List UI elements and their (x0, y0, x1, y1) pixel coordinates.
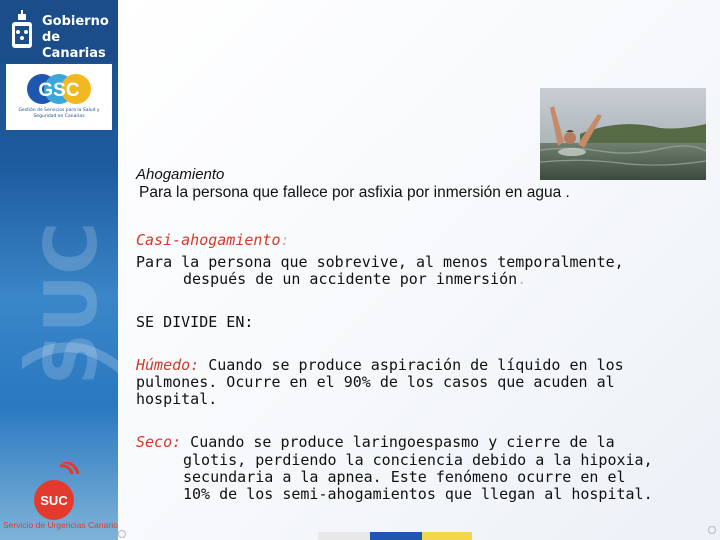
definition-casi-line1: Para la persona que sobrevive, al menos temporalmente, (136, 253, 624, 271)
strip-segment-blue (370, 532, 422, 540)
term-casi-ahogamiento-colon: : (280, 231, 290, 249)
definition-casi-line2 (183, 270, 526, 288)
humedo-line3: hospital. (136, 390, 218, 408)
seco-text1: Cuando se produce laringoespasmo y cierre de la (181, 433, 615, 451)
gsc-caption: Gestión de Servicios para la Salud y Seguridad en Canarias (18, 108, 100, 119)
seco-line3: secundaria a la apnea. Este fenómeno ocurre en el (183, 468, 626, 486)
nav-next-button[interactable] (708, 526, 716, 534)
seco-line1 (136, 433, 615, 451)
term-casi-ahogamiento-label: Casi-ahogamiento (136, 231, 281, 249)
gobierno-title: Gobierno (42, 14, 109, 29)
drowning-photo (540, 88, 706, 180)
sidebar-branding (0, 0, 118, 540)
term-casi-ahogamiento (136, 231, 290, 249)
term-ahogamiento: Ahogamiento (136, 166, 225, 183)
strip-segment-yellow (422, 532, 472, 540)
humedo-line2: pulmones. Ocurre en el 90% de los casos que acuden al (136, 373, 615, 391)
gsc-logo-box (6, 64, 112, 130)
color-strip (318, 532, 472, 540)
definition-casi-line2-dot: . (517, 270, 527, 288)
suc-watermark-text: SUC (29, 221, 113, 385)
gobierno-logo (0, 0, 118, 62)
humedo-line1 (136, 356, 624, 374)
suc-watermark (22, 200, 118, 390)
suc-footer-text: Servicio de Urgencias Canario (3, 520, 118, 530)
suc-logo-icon (30, 462, 86, 524)
seco-label: Seco: (136, 433, 182, 451)
nav-prev-button[interactable] (118, 530, 126, 538)
seco-line2: glotis, perdiendo la conciencia debido a la hipoxia, (183, 451, 653, 469)
gobierno-shield-icon (8, 10, 36, 52)
gsc-logo-icon (24, 72, 94, 106)
definition-ahogamiento: Para la persona que fallece por asfixia por inmersión en agua . (139, 184, 570, 201)
humedo-label: Húmedo: (136, 356, 200, 374)
gobierno-subtitle: de Canarias (42, 30, 106, 61)
humedo-text1: Cuando se produce aspiración de líquido en los (199, 356, 624, 374)
definition-casi-line2-text: después de un accidente por inmersión (183, 270, 518, 288)
strip-segment-gray (318, 532, 370, 540)
section-heading: SE DIVIDE EN: (136, 313, 254, 331)
seco-line4: 10% de los semi-ahogamientos que llegan al hospital. (183, 485, 653, 503)
suc-logo-text: SUC (40, 493, 68, 508)
gsc-logo-text: GSC (38, 80, 80, 101)
